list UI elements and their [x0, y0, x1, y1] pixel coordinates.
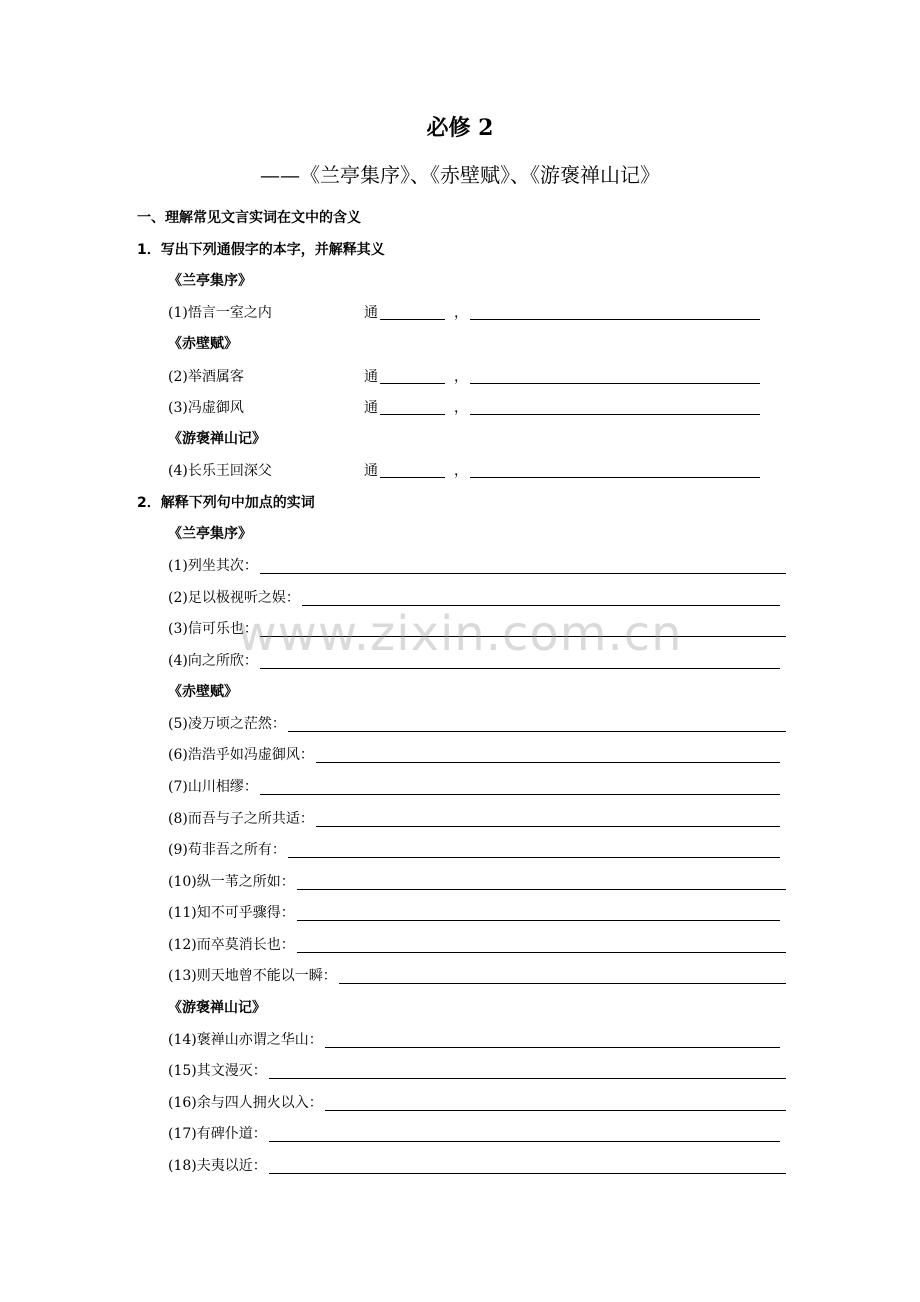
tong-label: 通 — [364, 463, 378, 479]
answer-blank[interactable] — [269, 1061, 786, 1079]
answer-row — [168, 776, 780, 798]
item-label: (7)山川相缪： — [168, 779, 258, 795]
item-label: (3)信可乐也： — [168, 621, 258, 637]
answer-row — [168, 934, 786, 956]
answer-blank-meaning[interactable] — [470, 366, 760, 384]
answer-blank[interactable] — [269, 1124, 780, 1142]
answer-row — [168, 902, 780, 924]
item-label: (4)向之所欣： — [168, 653, 258, 669]
answer-row — [168, 1029, 780, 1051]
item-label: (13)则天地曾不能以一瞬： — [168, 968, 337, 984]
answer-row — [168, 555, 786, 577]
question-2-heading: 2．解释下列句中加点的实词 — [137, 495, 315, 511]
tongjia-row — [168, 366, 768, 388]
answer-row — [168, 1092, 786, 1114]
tongjia-row — [168, 302, 768, 324]
answer-row — [168, 1123, 780, 1145]
source-chibi: 《赤壁赋》 — [168, 684, 238, 700]
answer-blank-char[interactable] — [380, 302, 445, 320]
item-label: (14)褒禅山亦谓之华山： — [168, 1032, 323, 1048]
item-label: (1)列坐其次： — [168, 558, 258, 574]
answer-blank[interactable] — [297, 872, 786, 890]
item-label: (6)浩浩乎如冯虚御风： — [168, 747, 314, 763]
answer-blank-meaning[interactable] — [470, 460, 760, 478]
answer-blank[interactable] — [260, 556, 786, 574]
page-title: 必修 2 — [426, 115, 494, 141]
answer-row — [168, 965, 786, 987]
item-label: (2)足以极视听之娱： — [168, 590, 300, 606]
answer-blank[interactable] — [302, 588, 780, 606]
answer-blank[interactable] — [316, 809, 780, 827]
item-label: (11)知不可乎骤得： — [168, 905, 295, 921]
item-label: (1)悟言一室之内 — [168, 305, 272, 321]
item-label: (5)凌万顷之茫然： — [168, 716, 286, 732]
item-label: (4)长乐王回深父 — [168, 463, 272, 479]
answer-row — [168, 808, 780, 830]
answer-row — [168, 1060, 786, 1082]
comma: ， — [454, 400, 468, 416]
item-label: (15)其文漫灭： — [168, 1063, 267, 1079]
comma: ， — [454, 463, 468, 479]
section-heading: 一、理解常见文言实词在文中的含义 — [137, 210, 361, 226]
item-label: (10)纵一苇之所如： — [168, 874, 295, 890]
answer-blank-char[interactable] — [380, 397, 445, 415]
comma: ， — [454, 369, 468, 385]
item-label: (18)夫夷以近： — [168, 1158, 267, 1174]
tongjia-row — [168, 397, 768, 419]
answer-blank[interactable] — [297, 935, 786, 953]
answer-blank[interactable] — [288, 714, 786, 732]
source-chibi: 《赤壁赋》 — [168, 336, 238, 352]
item-label: (8)而吾与子之所共适： — [168, 811, 314, 827]
item-label: (2)举酒属客 — [168, 369, 244, 385]
item-label: (17)有碑仆道： — [168, 1126, 267, 1142]
answer-row — [168, 871, 786, 893]
source-youbaochan: 《游褒禅山记》 — [168, 431, 266, 447]
answer-blank-char[interactable] — [380, 460, 445, 478]
answer-row — [168, 713, 786, 735]
tong-label: 通 — [364, 369, 378, 385]
tong-label: 通 — [364, 400, 378, 416]
answer-blank-meaning[interactable] — [470, 302, 760, 320]
comma: ， — [454, 305, 468, 321]
answer-blank[interactable] — [260, 777, 780, 795]
source-lanting: 《兰亭集序》 — [168, 526, 252, 542]
answer-blank-char[interactable] — [380, 366, 445, 384]
answer-blank[interactable] — [325, 1093, 786, 1111]
tongjia-row — [168, 460, 768, 482]
answer-blank[interactable] — [269, 1156, 786, 1174]
answer-blank[interactable] — [339, 966, 786, 984]
answer-blank[interactable] — [325, 1030, 780, 1048]
item-label: (16)余与四人拥火以入： — [168, 1095, 323, 1111]
page-subtitle: ——《兰亭集序》、《赤壁赋》、《游褒禅山记》 — [260, 163, 660, 187]
source-lanting: 《兰亭集序》 — [168, 273, 252, 289]
answer-row — [168, 1155, 786, 1177]
answer-row — [168, 744, 780, 766]
answer-blank[interactable] — [288, 840, 780, 858]
answer-blank[interactable] — [316, 745, 780, 763]
source-youbaochan: 《游褒禅山记》 — [168, 1000, 266, 1016]
answer-blank[interactable] — [297, 903, 780, 921]
answer-row — [168, 839, 780, 861]
question-1-heading: 1．写出下列通假字的本字，并解释其义 — [137, 242, 385, 258]
answer-blank-meaning[interactable] — [470, 397, 760, 415]
watermark: www.zixin.com.cn — [237, 606, 683, 662]
item-label: (3)冯虚御风 — [168, 400, 244, 416]
tong-label: 通 — [364, 305, 378, 321]
item-label: (12)而卒莫消长也： — [168, 937, 295, 953]
item-label: (9)苟非吾之所有： — [168, 842, 286, 858]
